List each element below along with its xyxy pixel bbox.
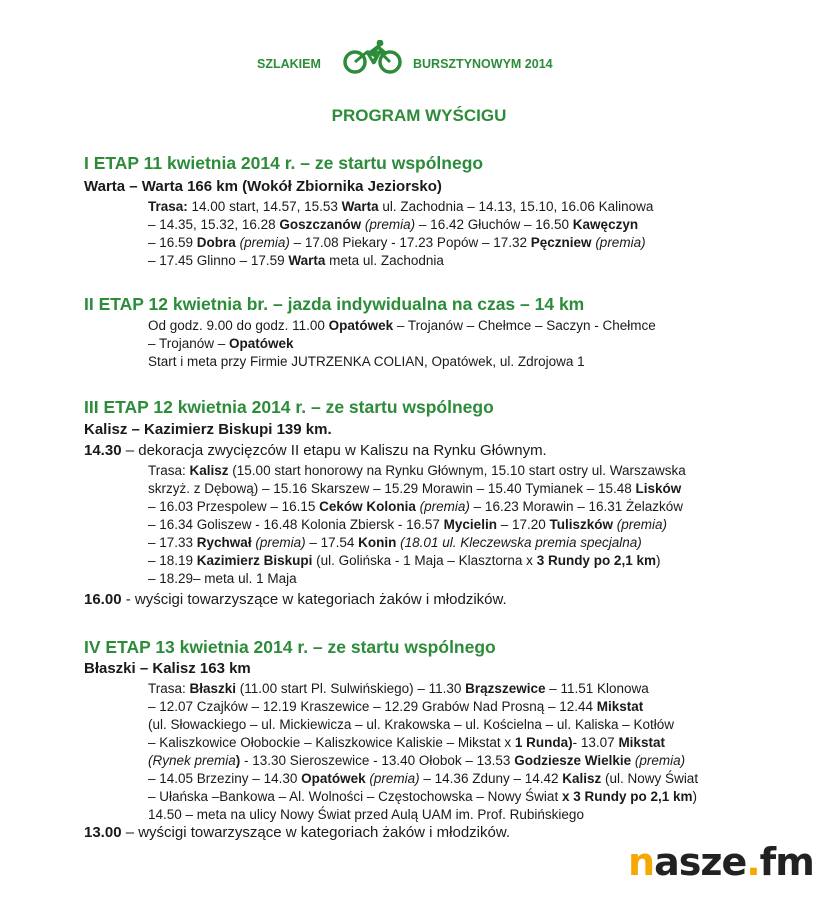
stage1-line: – 16.59 Dobra (premia) – 17.08 Piekary - 17.23 Popów – 17.32 Pęczniew (premia) (148, 235, 646, 250)
stage1-heading: I ETAP 11 kwietnia 2014 r. – ze startu wspólnego (84, 153, 484, 173)
stage3-line: – 16.34 Goliszew - 16.48 Kolonia Zbiersk - 16.57 Mycielin – 17.20 Tuliszków (premia) (148, 517, 668, 532)
stage1-line: – 17.45 Glinno – 17.59 Warta meta ul. Zachodnia (148, 253, 444, 268)
stage3-extra-text: - wyścigi towarzyszące w kategoriach żaków i młodzików. (121, 591, 507, 608)
stage3-line: Trasa: Kalisz (15.00 start honorowy na Rynku Głównym, 15.10 start ostry ul. Warszawska (148, 463, 686, 478)
stage4-line: (ul. Słowackiego – ul. Mickiewicza – ul. Krakowska – ul. Kościelna – ul. Kaliska – Kotłów (148, 717, 674, 732)
stage3-note-time: 14.30 (84, 442, 122, 459)
stage4-line: – Ułańska –Bankowa – Al. Wolności – Częstochowska – Nowy Świat x 3 Rundy po 2,1 km) (148, 789, 697, 804)
stage2-line: Od godz. 9.00 do godz. 11.00 Opatówek – Trojanów – Chełmce – Saczyn - Chełmce (148, 318, 656, 333)
logo-fm: fm (759, 840, 814, 884)
stage4-line: 14.50 – meta na ulicy Nowy Świat przed Aulą UAM im. Prof. Rubińskiego (148, 807, 584, 822)
stage4-route: Błaszki – Kalisz 163 km (84, 660, 251, 677)
stage1-line: – 14.35, 15.32, 16.28 Goszczanów (premia) – 16.42 Głuchów – 16.50 Kawęczyn (148, 217, 639, 232)
stage3-details (148, 462, 686, 588)
stage4-heading: IV ETAP 13 kwietnia 2014 r. – ze startu wspólnego (84, 637, 496, 657)
cyclist-icon (340, 40, 406, 74)
stage4-line: – 12.07 Czajków – 12.19 Kraszewice – 12.29 Grabów Nad Prosną – 12.44 Mikstat (148, 699, 644, 714)
stage2-heading: II ETAP 12 kwietnia br. – jazda indywidualna na czas – 14 km (84, 294, 585, 314)
stage3-note-text: – dekoracja zwycięzców II etapu w Kaliszu na Rynku Głównym. (121, 442, 547, 459)
page-title: PROGRAM WYŚCIGU (331, 106, 507, 125)
stage1-line: Trasa: 14.00 start, 14.57, 15.53 Warta ul. Zachodnia – 14.13, 15.10, 16.06 Kalinowa (148, 199, 654, 214)
stage4-details (148, 680, 698, 824)
stage4-extra-time: 13.00 (84, 824, 122, 841)
stage2-details (148, 317, 656, 371)
stage4-line: – Kaliszkowice Ołobockie – Kaliszkowice Kaliskie – Mikstat x 1 Runda)- 13.07 Mikstat (148, 735, 665, 750)
stage4-extra-text: – wyścigi towarzyszące w kategoriach żaków i młodzików. (121, 824, 511, 841)
stage3-line: – 18.19 Kazimierz Biskupi (ul. Golińska - 1 Maja – Klasztorna x 3 Rundy po 2,1 km) (148, 553, 661, 568)
stage4-line: Trasa: Błaszki (11.00 start Pl. Sulwińskiego) – 11.30 Brązszewice – 11.51 Klonowa (148, 681, 649, 696)
stage3-extra-time: 16.00 (84, 591, 122, 608)
stage2-line: Start i meta przy Firmie JUTRZENKA COLIAN, Opatówek, ul. Zdrojowa 1 (148, 354, 585, 369)
stage1-route: Warta – Warta 166 km (Wokół Zbiornika Jeziorsko) (84, 178, 442, 195)
logo-asze: asze (654, 840, 747, 884)
stage4-side-races (84, 824, 510, 841)
stage3-side-races (84, 591, 507, 608)
logo-dot: . (746, 840, 760, 884)
stage3-line: – 18.29– meta ul. 1 Maja (148, 571, 297, 586)
stage3-ceremony-note (84, 442, 547, 459)
stage1-details (148, 198, 653, 270)
stage3-route: Kalisz – Kazimierz Biskupi 139 km. (84, 421, 332, 438)
stage3-line: – 16.03 Przespolew – 16.15 Ceków Kolonia (premia) – 16.23 Morawin – 16.31 Żelazków (148, 499, 684, 514)
nasze-fm-logo (628, 840, 814, 884)
stage2-line: – Trojanów – Opatówek (148, 336, 294, 351)
stage3-heading: III ETAP 12 kwietnia 2014 r. – ze startu wspólnego (84, 397, 494, 417)
stage3-line: – 17.33 Rychwał (premia) – 17.54 Konin (18.01 ul. Kleczewska premia specjalna) (148, 535, 642, 550)
stage4-line: (Rynek premia) - 13.30 Sieroszewice - 13.40 Ołobok – 13.53 Godziesze Wielkie (premia) (148, 753, 686, 768)
event-header (0, 40, 838, 80)
header-right-text: BURSZTYNOWYM 2014 (413, 57, 553, 71)
header-left-text: SZLAKIEM (257, 57, 321, 71)
logo-n: n (628, 840, 655, 884)
stage4-line: – 14.05 Brzeziny – 14.30 Opatówek (premia) – 14.36 Zduny – 14.42 Kalisz (ul. Nowy Świat (148, 771, 699, 786)
stage3-line: skrzyż. z Dębową) – 15.16 Skarszew – 15.29 Morawin – 15.40 Tymianek – 15.48 Lisków (148, 481, 682, 496)
